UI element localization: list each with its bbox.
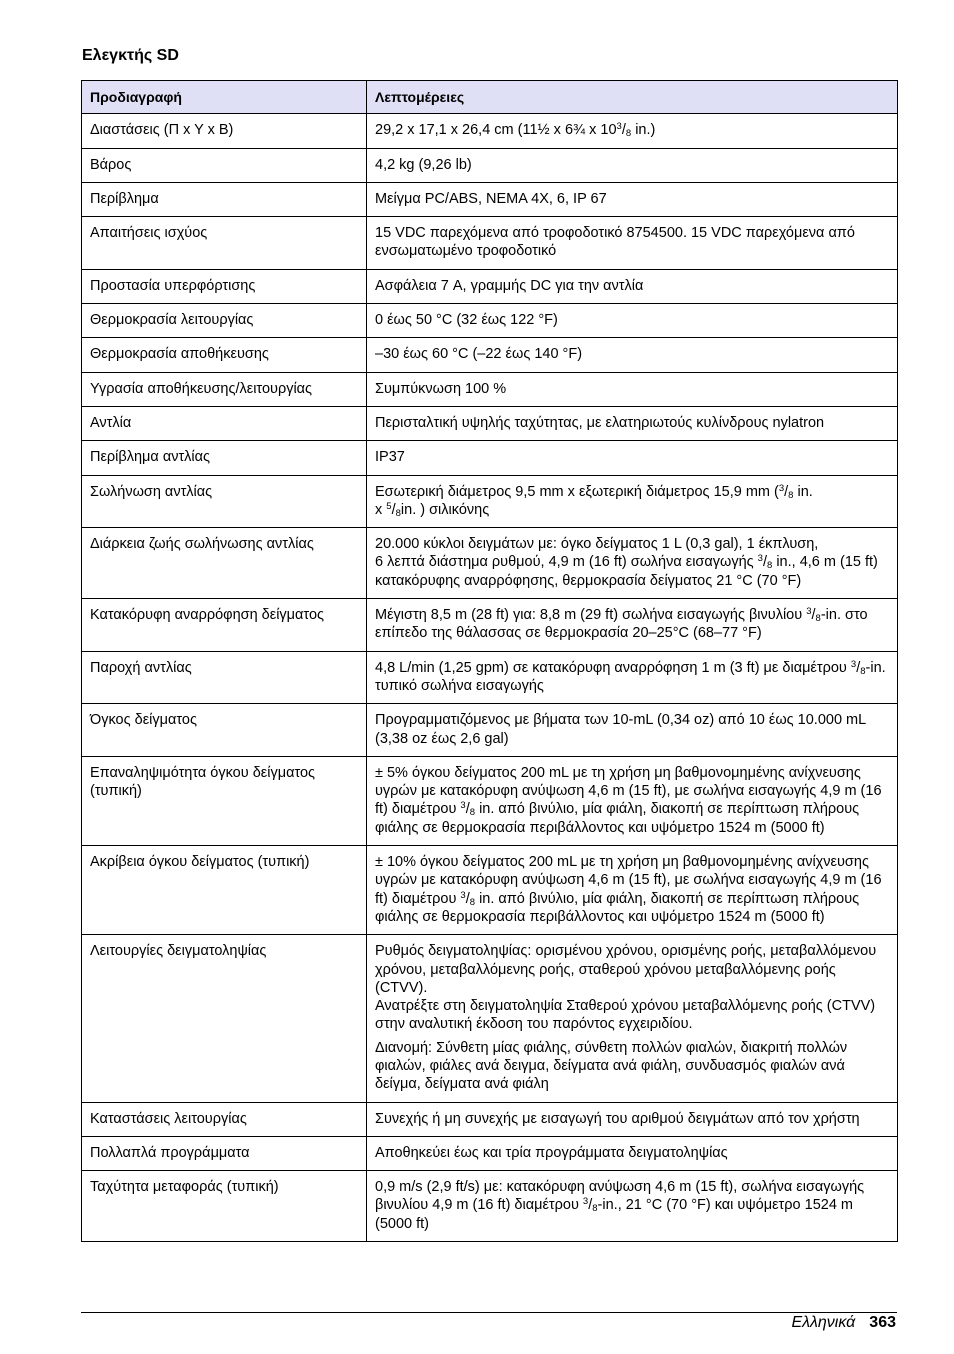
spec-details-cell: Μέγιστη 8,5 m (28 ft) για: 8,8 m (29 ft) σωλήνα εισαγωγής βινυλίου $^3/_8-in$. στο επίπεδο της θάλασσας σε θερμοκρασία 20–25°C (68–77 °F) xyxy=(367,599,898,652)
spec-details-cell: Περισταλτική υψηλής ταχύτητας, με ελατηριωτούς κυλίνδρους nylatron xyxy=(367,406,898,440)
table-row xyxy=(82,1136,898,1170)
spec-name-cell: Περίβλημα αντλίας xyxy=(82,441,367,475)
spec-name-cell: Υγρασία αποθήκευσης/λειτουργίας xyxy=(82,372,367,406)
header-specification: Προδιαγραφή xyxy=(82,81,367,114)
table-row xyxy=(82,441,898,475)
header-details: Λεπτομέρειες xyxy=(367,81,898,114)
spec-details-cell: 29,2 x 17,1 x 26,4 cm (11½ x 6¾ x $10^3/_8$ in.) xyxy=(367,114,898,148)
table-row xyxy=(82,182,898,216)
spec-name-cell: Απαιτήσεις ισχύος xyxy=(82,217,367,270)
table-header-row xyxy=(82,81,898,114)
spec-name-cell: Περίβλημα xyxy=(82,182,367,216)
table-row xyxy=(82,1171,898,1242)
spec-details-cell: 0,9 m/s (2,9 ft/s) με: κατακόρυφη ανύψωση 4,6 m (15 ft), σωλήνα εισαγωγής βινυλίου 4,9 m (16 ft) διαμέτρου $^3/_8-in$., 21 °C (70 °F) και υψόμετρο 1524 m (5000 ft) xyxy=(367,1171,898,1242)
table-row xyxy=(82,704,898,757)
spec-name-cell: Προστασία υπερφόρτισης xyxy=(82,269,367,303)
spec-name-cell: Καταστάσεις λειτουργίας xyxy=(82,1102,367,1136)
spec-details-cell: Ασφάλεια 7 A, γραμμής DC για την αντλία xyxy=(367,269,898,303)
spec-details-cell: ± 5% όγκου δείγματος 200 mL με τη χρήση μη βαθμονομημένης ανίχνευσης υγρών με κατακόρυφη ανύψωση 4,6 m (15 ft), με σωλήνα εισαγωγής 4,9 m (16 ft) διαμέτρου $^3/_8$ in. από βινύλιο, μία φιάλη, διακοπή σε περίπτωση πλήρους φιάλης σε θερμοκρασία περιβάλλοντος και υψόμετρο 1524 m (5000 ft) xyxy=(367,756,898,845)
specifications-table xyxy=(81,80,898,1242)
spec-details-cell: Ρυθμός δειγματοληψίας: ορισμένου χρόνου, ορισμένης ροής, μεταβαλλόμενου χρόνου, μεταβαλλόμενης ροής, σταθερού χρόνου μεταβαλλόμενης ροής (CTVV). Ανατρέξτε στη δειγματοληψία Σταθερού χρόνου μεταβαλλόμενης ροής (CTVV) στην αναλυτική έκδοση του παρόντος εγχειριδίου. Διανομή: Σύνθετη μίας φιάλης, σύνθετη πολλών φιαλών, διακριτή πολλών φιαλών, φιάλες ανά δειγμα, δείγματα ανά φιάλη, συνδυασμός φιαλών ανά δείγμα, δείγματα ανά φιάλη xyxy=(367,935,898,1102)
spec-name-cell: Σωλήνωση αντλίας xyxy=(82,475,367,528)
spec-name-cell: Διάρκεια ζωής σωλήνωσης αντλίας xyxy=(82,528,367,599)
spec-name-cell: Κατακόρυφη αναρρόφηση δείγματος xyxy=(82,599,367,652)
table-body xyxy=(82,114,898,1242)
spec-details-cell: –30 έως 60 °C (–22 έως 140 °F) xyxy=(367,338,898,372)
table-row xyxy=(82,846,898,935)
spec-details-cell: IP37 xyxy=(367,441,898,475)
table-row xyxy=(82,304,898,338)
spec-details-cell: 20.000 κύκλοι δειγμάτων με: όγκο δείγματος 1 L (0,3 gal), 1 έκπλυση, 6 λεπτά διάστημα ρυθμού, 4,9 m (16 ft) σωλήνα εισαγωγής $^3/_8$ in., 4,6 m (15 ft) κατακόρυφης αναρρόφησης, θερμοκρασία δείγματος 21 °C (70 °F) xyxy=(367,528,898,599)
spec-name-cell: Πολλαπλά προγράμματα xyxy=(82,1136,367,1170)
table-row xyxy=(82,935,898,1102)
spec-name-cell: Αντλία xyxy=(82,406,367,440)
spec-name-cell: Παροχή αντλίας xyxy=(82,651,367,704)
spec-details-cell: 0 έως 50 °C (32 έως 122 °F) xyxy=(367,304,898,338)
table-row xyxy=(82,217,898,270)
spec-name-cell: Όγκος δείγματος xyxy=(82,704,367,757)
spec-details-cell: Προγραμματιζόμενος με βήματα των 10-mL (0,34 oz) από 10 έως 10.000 mL (3,38 oz έως 2,6 gal) xyxy=(367,704,898,757)
spec-name-cell: Βάρος xyxy=(82,148,367,182)
spec-name-cell: Επαναληψιμότητα όγκου δείγματος (τυπική) xyxy=(82,756,367,845)
table-row xyxy=(82,269,898,303)
table-row xyxy=(82,114,898,148)
page-footer xyxy=(792,1314,897,1332)
spec-name-cell: Θερμοκρασία αποθήκευσης xyxy=(82,338,367,372)
table-row xyxy=(82,651,898,704)
footer-language: Ελληνικά xyxy=(791,1314,856,1331)
spec-details-cell: Αποθηκεύει έως και τρία προγράμματα δειγματοληψίας xyxy=(367,1136,898,1170)
table-row xyxy=(82,148,898,182)
spec-name-cell: Λειτουργίες δειγματοληψίας xyxy=(82,935,367,1102)
spec-name-cell: Θερμοκρασία λειτουργίας xyxy=(82,304,367,338)
spec-name-cell: Ταχύτητα μεταφοράς (τυπική) xyxy=(82,1171,367,1242)
table-row xyxy=(82,528,898,599)
table-row xyxy=(82,1102,898,1136)
table-row xyxy=(82,406,898,440)
spec-details-cell: Εσωτερική διάμετρος 9,5 mm x εξωτερική διάμετρος 15,9 mm ($^3/_8$ in. x $^5/_8in$. ) σιλικόνης xyxy=(367,475,898,528)
table-row xyxy=(82,475,898,528)
spec-name-cell: Διαστάσεις (Π x Y x B) xyxy=(82,114,367,148)
table-row xyxy=(82,338,898,372)
page-number: 363 xyxy=(869,1314,896,1331)
spec-details-cell: 15 VDC παρεχόμενα από τροφοδοτικό 8754500. 15 VDC παρεχόμενα από ενσωματωμένο τροφοδοτικό xyxy=(367,217,898,270)
table-row xyxy=(82,756,898,845)
table-row xyxy=(82,372,898,406)
table-row xyxy=(82,599,898,652)
footer-divider xyxy=(81,1312,897,1313)
spec-details-cell: Μείγμα PC/ABS, NEMA 4X, 6, IP 67 xyxy=(367,182,898,216)
spec-details-cell: ± 10% όγκου δείγματος 200 mL με τη χρήση μη βαθμονομημένης ανίχνευσης υγρών με κατακόρυφη ανύψωση 4,6 m (15 ft), με σωλήνα εισαγωγής 4,9 m (16 ft) διαμέτρου $^3/_8$ in. από βινύλιο, μία φιάλη, διακοπή σε περίπτωση πλήρους φιάλης σε θερμοκρασία περιβάλλοντος και υψόμετρο 1524 m (5000 ft) xyxy=(367,846,898,935)
section-title: Ελεγκτής SD xyxy=(82,47,179,64)
spec-details-cell: Συμπύκνωση 100 % xyxy=(367,372,898,406)
spec-details-cell: 4,2 kg (9,26 lb) xyxy=(367,148,898,182)
spec-details-cell: 4,8 L/min (1,25 gpm) σε κατακόρυφη αναρρόφηση 1 m (3 ft) με διαμέτρου $^3/_8-in$. τυπικό σωλήνα εισαγωγής xyxy=(367,651,898,704)
spec-details-cell: Συνεχής ή μη συνεχής με εισαγωγή του αριθμού δειγμάτων από τον χρήστη xyxy=(367,1102,898,1136)
spec-name-cell: Ακρίβεια όγκου δείγματος (τυπική) xyxy=(82,846,367,935)
